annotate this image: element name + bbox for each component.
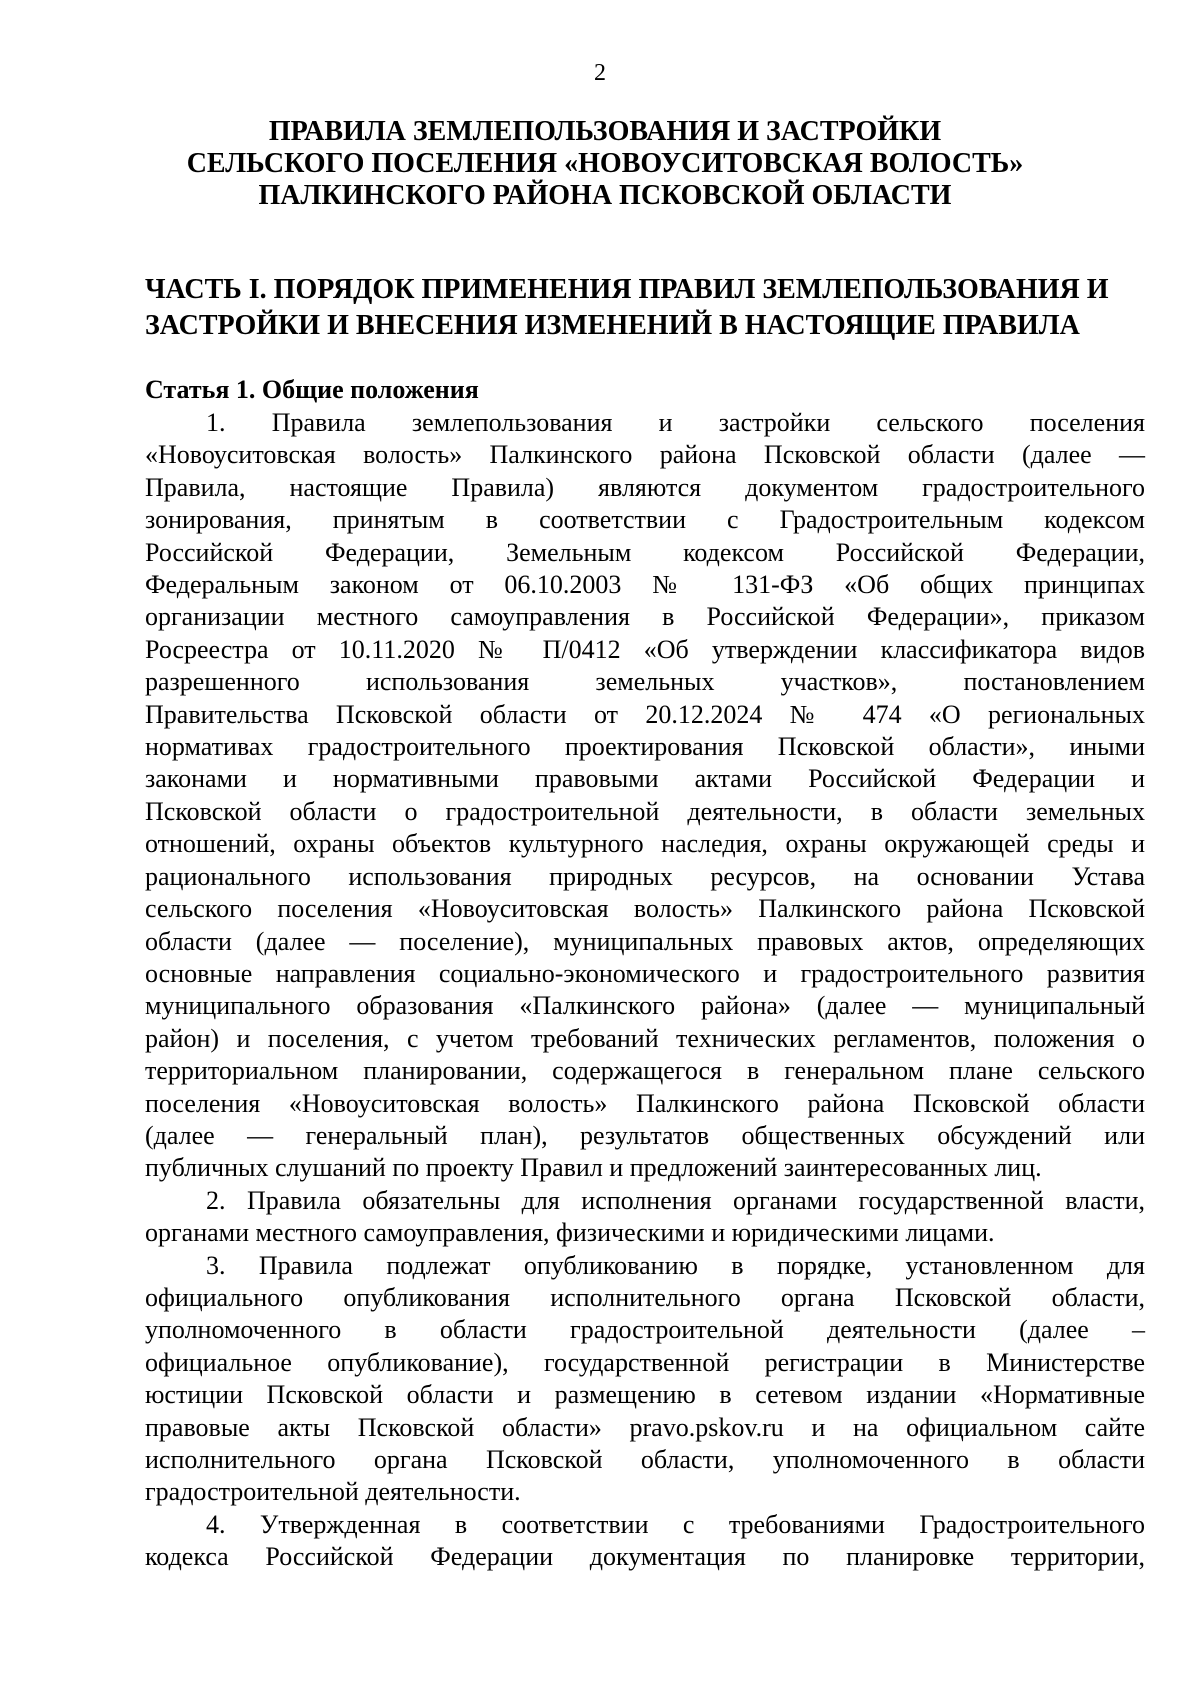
document-title-line: ПАЛКИНСКОГО РАЙОНА ПСКОВСКОЙ ОБЛАСТИ [258,180,952,211]
paragraph-line: юстиции Псковской области и размещению в сетевом издании «Нормативные [145,1380,1145,1410]
document-title [145,116,1065,212]
paragraph-line: кодекса Российской Федерации документация по планировке территории, [145,1542,1145,1572]
paragraph-line: «Новоуситовская волость» Палкинского района Псковской области (далее — [145,440,1145,470]
paragraph-line: Правила, настоящие Правила) являются документом градостроительного [145,472,1145,502]
article-heading: Статья 1. Общие положения [145,375,479,404]
paragraph-line: официального опубликования исполнительного органа Псковской области, [145,1282,1145,1312]
paragraph-line: законами и нормативными правовыми актами Российской Федерации и [145,764,1145,794]
paragraph-line: муниципального образования «Палкинского района» (далее — муниципальный [145,991,1145,1021]
paragraph-line: градостроительной деятельности. [145,1477,521,1507]
part-heading [145,272,1145,344]
paragraph-line: исполнительного органа Псковской области, уполномоченного в области [145,1445,1145,1474]
part-heading-line: ЧАСТЬ I. ПОРЯДОК ПРИМЕНЕНИЯ ПРАВИЛ ЗЕМЛЕПОЛЬЗОВАНИЯ И [145,274,1109,305]
paragraph-line: отношений, охраны объектов культурного наследия, охраны окружающей среды и [145,829,1145,859]
paragraph-line: зонирования, принятым в соответствии с Градостроительным кодексом [145,505,1145,535]
part-heading-line: ЗАСТРОЙКИ И ВНЕСЕНИЯ ИЗМЕНЕНИЙ В НАСТОЯЩИЕ ПРАВИЛА [145,310,1080,341]
paragraph-line: уполномоченного в области градостроительной деятельности (далее – [145,1315,1145,1345]
paragraph-line: рационального использования природных ресурсов, на основании Устава [145,861,1145,891]
paragraph-line: организации местного самоуправления в Российской Федерации», приказом [145,602,1145,632]
article-body [145,407,1145,1574]
paragraph-line: основные направления социально-экономического и градостроительного развития [145,958,1145,988]
paragraph-line: Псковской области о градостроительной деятельности, в области земельных [145,796,1145,826]
paragraph-line: сельского поселения «Новоуситовская волость» Палкинского района Псковской [145,894,1145,924]
paragraph-line: (далее — генеральный план), результатов общественных обсуждений или [145,1120,1145,1150]
document-title-line: ПРАВИЛА ЗЕМЛЕПОЛЬЗОВАНИЯ И ЗАСТРОЙКИ [268,116,942,147]
paragraph-line: Правительства Псковской области от 20.12.2024 № 474 «О региональных [145,699,1145,729]
paragraph-line: области (далее — поселение), муниципальных правовых актов, определяющих [145,926,1145,956]
paragraph-line: поселения «Новоуситовская волость» Палкинского района Псковской области [145,1088,1145,1118]
paragraph-line: 4. Утвержденная в соответствии с требованиями Градостроительного [206,1509,1145,1539]
paragraph-line: разрешенного использования земельных участков», постановлением [145,667,1145,697]
paragraph-line: район) и поселения, с учетом требований технических регламентов, положения о [145,1023,1145,1053]
paragraph-line: 1. Правила землепользования и застройки сельского поселения [206,408,1145,437]
paragraph-line: Федеральным законом от 06.10.2003 № 131-ФЗ «Об общих принципах [145,570,1145,600]
paragraph-line: 3. Правила подлежат опубликованию в порядке, установленном для [206,1250,1145,1280]
paragraph-3 [145,1250,1145,1509]
paragraph-4 [145,1509,1145,1574]
paragraph-2 [145,1185,1145,1250]
paragraph-line: Российской Федерации, Земельным кодексом Российской Федерации, [145,537,1145,567]
paragraph-line: официальное опубликование), государственной регистрации в Министерстве [145,1347,1145,1377]
paragraph-1 [145,407,1145,1185]
paragraph-line: 2. Правила обязательны для исполнения органами государственной власти, [206,1185,1145,1215]
page-number: 2 [594,60,606,86]
paragraph-line: органами местного самоуправления, физическими и юридическими лицами. [145,1218,995,1248]
paragraph-line: правовые акты Псковской области» pravo.pskov.ru и на официальном сайте [145,1412,1145,1442]
paragraph-line: нормативах градостроительного проектирования Псковской области», иными [145,732,1145,762]
paragraph-line: территориальном планировании, содержащегося в генеральном плане сельского [145,1056,1145,1086]
document-title-line: СЕЛЬСКОГО ПОСЕЛЕНИЯ «НОВОУСИТОВСКАЯ ВОЛОСТЬ» [186,148,1024,179]
paragraph-line: публичных слушаний по проекту Правил и предложений заинтересованных лиц. [145,1153,1042,1183]
paragraph-line: Росреестра от 10.11.2020 № П/0412 «Об утверждении классификатора видов [145,634,1145,664]
